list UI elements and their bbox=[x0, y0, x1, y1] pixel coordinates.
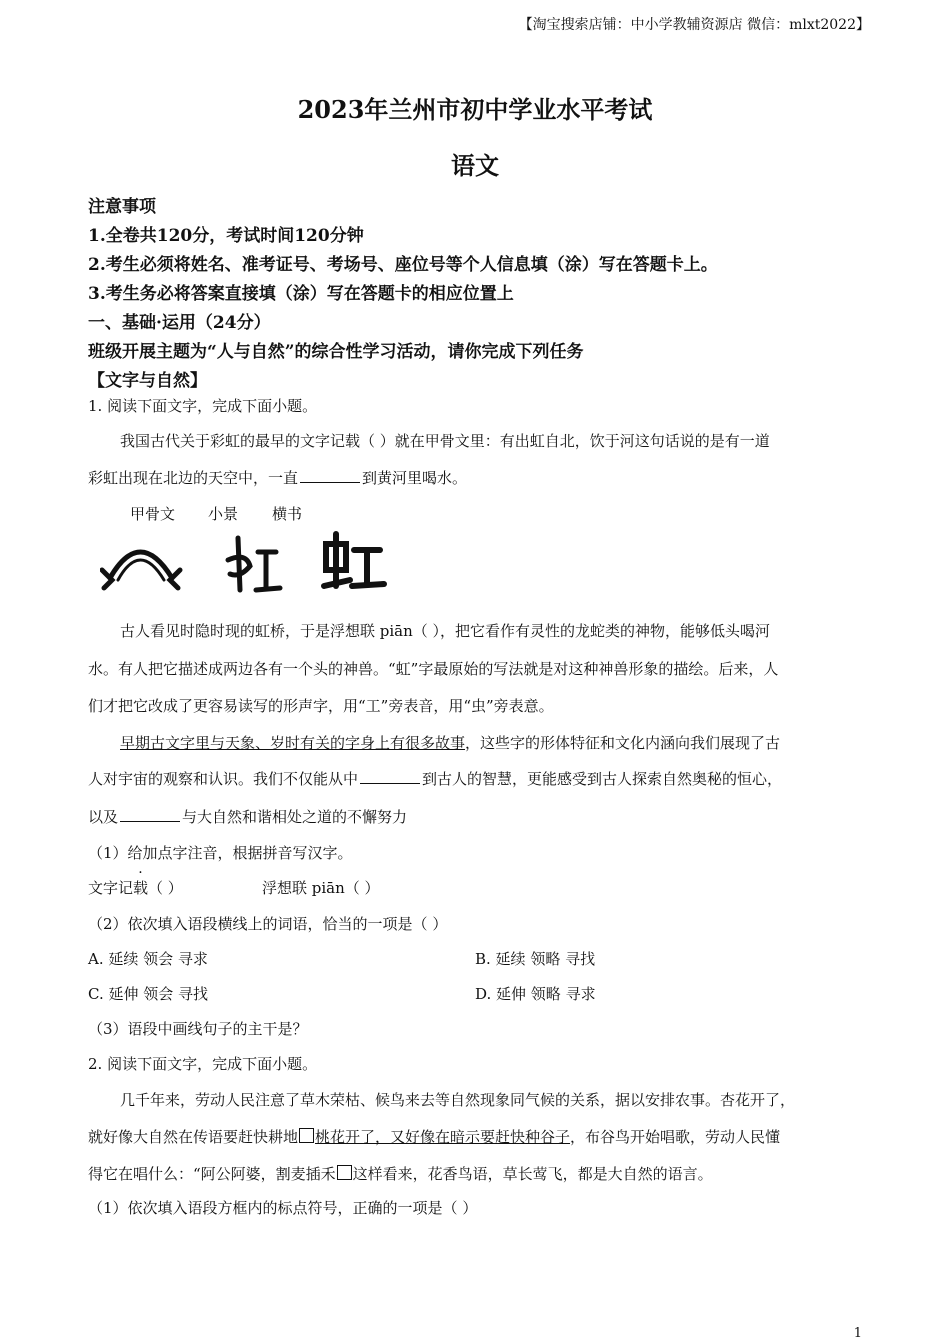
dotted-char: 载 bbox=[133, 879, 149, 897]
sub-question: （1）给加点字注音，根据拼音写汉字。 bbox=[88, 844, 353, 862]
passage-text: 到黄河里喝水。 bbox=[362, 469, 468, 487]
seal-rainbow-glyph bbox=[228, 538, 280, 590]
script-label-oracle: 甲骨文 bbox=[130, 505, 176, 523]
option-d: D. 延伸 领略 寻求 bbox=[475, 985, 596, 1003]
pinyin-item: 浮想联 piān（ ） bbox=[262, 879, 380, 897]
passage-text: 人对宇宙的观察和认识。我们不仅能从中 bbox=[88, 770, 359, 788]
passage-text: 这样看来，花香鸟语，草长莺飞，都是大自然的语言。 bbox=[352, 1165, 713, 1183]
section-intro: 班级开展主题为“人与自然”的综合性学习活动，请你完成下列任务 bbox=[88, 342, 584, 362]
notice-heading: 注意事项 bbox=[88, 197, 156, 217]
pinyin-item-text: 文字记 bbox=[88, 879, 134, 897]
answer-blank bbox=[360, 782, 420, 784]
sub-question: （2）依次填入语段横线上的词语，恰当的一项是（ ） bbox=[88, 915, 448, 933]
script-label-clerical: 横书 bbox=[272, 505, 303, 523]
notice-item: 3.考生务必将答案直接填（涂）写在答题卡的相应位置上 bbox=[88, 284, 514, 304]
passage-line bbox=[88, 467, 467, 488]
passage-text: 就好像大自然在传语要赶快耕地 bbox=[88, 1128, 299, 1146]
rainbow-glyph-illustration bbox=[100, 530, 400, 600]
section-heading: 一、基础·运用（24分） bbox=[88, 313, 271, 333]
notice-item: 1.全卷共120分，考试时间120分钟 bbox=[88, 226, 364, 246]
punctuation-box bbox=[337, 1165, 352, 1180]
sub-question: （1）依次填入语段方框内的标点符号，正确的一项是（ ） bbox=[88, 1199, 478, 1217]
answer-blank bbox=[120, 820, 180, 822]
underlined-sentence: 桃花开了，又好像在暗示要赶快种谷子 bbox=[315, 1128, 571, 1146]
passage-line: 几千年来，劳动人民注意了草木荣枯、候鸟来去等自然现象同气候的关系，据以安排农事。杏花开了， bbox=[120, 1091, 796, 1109]
passage-line: 水。有人把它描述成两边各有一个头的神兽。“虹”字最原始的写法就是对这种神兽形象的描绘。后来，人 bbox=[88, 660, 779, 678]
exam-subject: 语文 bbox=[451, 151, 499, 180]
question-stem: 2. 阅读下面文字，完成下面小题。 bbox=[88, 1055, 318, 1073]
passage-text: 到古人的智慧，更能感受到古人探索自然奥秘的恒心， bbox=[422, 770, 783, 788]
passage-line: 我国古代关于彩虹的最早的文字记载（ ）就在甲骨文里：有出虹自北，饮于河这句话说的是有一道 bbox=[120, 432, 770, 450]
passage-line: 们才把它改成了更容易读写的形声字，用“工”旁表音，用“虫”旁表意。 bbox=[88, 697, 554, 715]
answer-paren: （ ） bbox=[148, 879, 183, 897]
pinyin-item bbox=[88, 877, 183, 898]
passage-text: 得它在唱什么：“阿公阿婆，割麦插禾 bbox=[88, 1165, 336, 1183]
exam-title: 2023年兰州市初中学业水平考试 bbox=[297, 95, 653, 124]
notice-item: 2.考生必须将姓名、准考证号、考场号、座位号等个人信息填（涂）写在答题卡上。 bbox=[88, 255, 718, 275]
passage-line bbox=[88, 1163, 713, 1184]
part-heading: 【文字与自然】 bbox=[88, 371, 207, 391]
oracle-rainbow-glyph bbox=[102, 552, 180, 588]
passage-text: 与大自然和谐相处之道的不懈努力 bbox=[182, 808, 408, 826]
passage-line bbox=[88, 768, 782, 789]
script-label-seal: 小景 bbox=[208, 505, 239, 523]
passage-line: 古人看见时隐时现的虹桥，于是浮想联 piān（ ），把它看作有灵性的龙蛇类的神物，能够低头喝河 bbox=[120, 622, 771, 640]
clerical-rainbow-glyph bbox=[324, 534, 384, 586]
header-note: 【淘宝搜索店铺：中小学教辅资源店 微信：mlxt2022】 bbox=[518, 17, 870, 33]
option-b: B. 延续 领略 寻找 bbox=[475, 950, 596, 968]
passage-line bbox=[120, 732, 780, 753]
passage-text: 彩虹出现在北边的天空中，一直 bbox=[88, 469, 299, 487]
passage-text: 以及 bbox=[88, 808, 119, 826]
underlined-sentence: 早期古文字里与天象、岁时有关的字身上有很多故事 bbox=[120, 734, 466, 752]
page-number: 1 bbox=[853, 1326, 862, 1341]
question-stem: 1. 阅读下面文字，完成下面小题。 bbox=[88, 397, 318, 415]
option-c: C. 延伸 领会 寻找 bbox=[88, 985, 209, 1003]
passage-line bbox=[88, 1126, 780, 1147]
passage-text: ，布谷鸟开始唱歌，劳动人民懂 bbox=[570, 1128, 781, 1146]
sub-question: （3）语段中画线句子的主干是？ bbox=[88, 1020, 308, 1038]
answer-blank bbox=[300, 481, 360, 483]
punctuation-box bbox=[299, 1128, 314, 1143]
passage-line bbox=[88, 806, 407, 827]
passage-text: ，这些字的形体特征和文化内涵向我们展现了古 bbox=[465, 734, 781, 752]
option-a: A. 延续 领会 寻求 bbox=[88, 950, 208, 968]
